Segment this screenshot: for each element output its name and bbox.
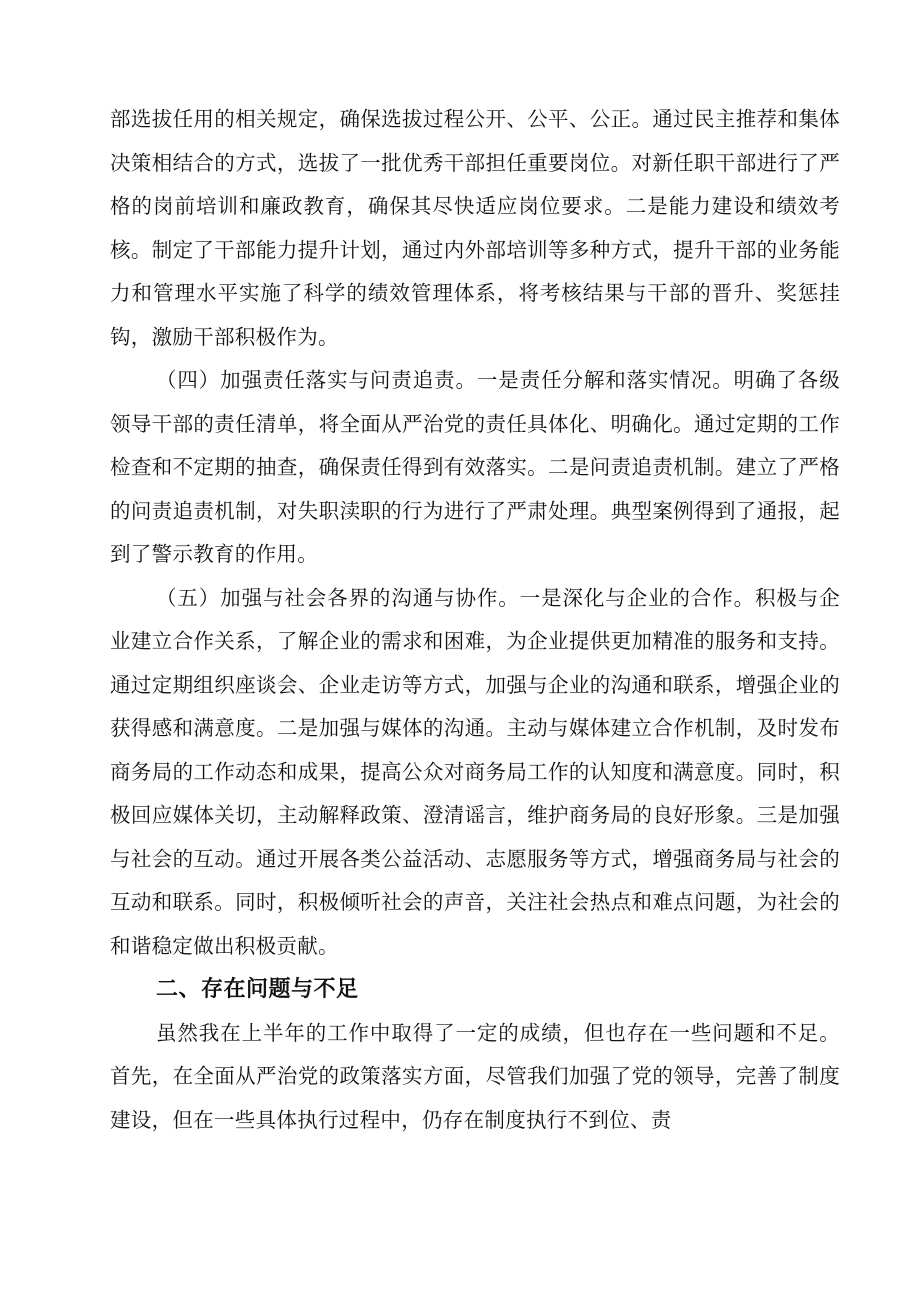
paragraph-responsibility: （四）加强责任落实与问责追责。一是责任分解和落实情况。明确了各级领导干部的责任清单，将全面从严治党的责任具体化、明确化。通过定期的工作检查和不定期的抽查，确保责任得到有效落实。二是问责追责机制。建立了严格的问责追责机制，对失职渎职的行为进行了严肃处理。典型案例得到了通报，起到了警示教育的作用。 <box>110 368 840 566</box>
document-page <box>110 98 840 1142</box>
paragraph-social-communication: （五）加强与社会各界的沟通与协作。一是深化与企业的合作。积极与企业建立合作关系，了解企业的需求和困难，为企业提供更加精准的服务和支持。通过定期组织座谈会、企业走访等方式，加强与企业的沟通和联系，增强企业的获得感和满意度。二是加强与媒体的沟通。主动与媒体建立合作机制，及时发布商务局的工作动态和成果，提高公众对商务局工作的认知度和满意度。同时，积极回应媒体关切，主动解释政策、澄清谣言，维护商务局的良好形象。三是加强与社会的互动。通过开展各类公益活动、志愿服务等方式，增强商务局与社会的互动和联系。同时，积极倾听社会的声音，关注社会热点和难点问题，为社会的和谐稳定做出积极贡献。 <box>110 585 840 958</box>
paragraph-cadre-selection: 部选拔任用的相关规定，确保选拔过程公开、公平、公正。通过民主推荐和集体决策相结合的方式，选拔了一批优秀干部担任重要岗位。对新任职干部进行了严格的岗前培训和廉政教育，确保其尽快适应岗位要求。二是能力建设和绩效考核。制定了干部能力提升计划，通过内外部培训等多种方式，提升干部的业务能力和管理水平实施了科学的绩效管理体系，将考核结果与干部的晋升、奖惩挂钩，激励干部积极作为。 <box>110 107 840 349</box>
section-heading-problems: 二、存在问题与不足 <box>156 977 359 1002</box>
paragraph-problems: 虽然我在上半年的工作中取得了一定的成绩，但也存在一些问题和不足。首先，在全面从严治党的政策落实方面，尽管我们加强了党的领导，完善了制度建设，但在一些具体执行过程中，仍存在制度执行不到位、责 <box>110 1020 840 1132</box>
